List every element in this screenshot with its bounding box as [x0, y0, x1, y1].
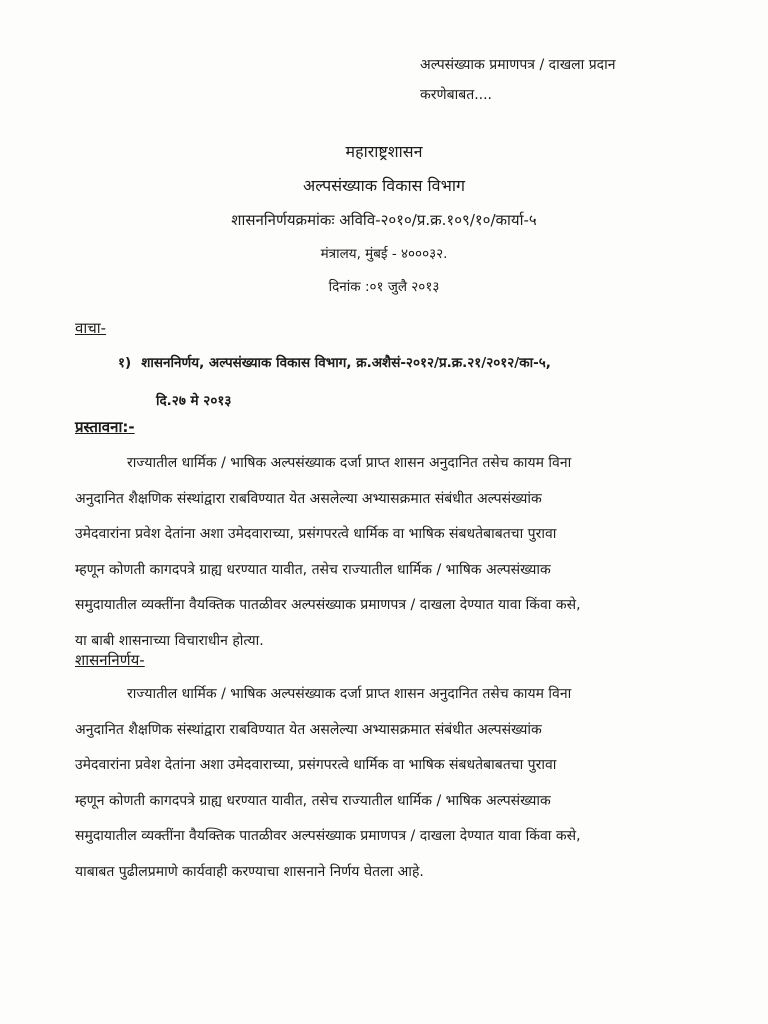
reference-line-1: शासननिर्णय, अल्पसंख्याक विकास विभाग, क्र.अशैसं-२०१२/प्र.क्र.२१/२०१२/का-५, [141, 355, 551, 371]
resolution-number: शासननिर्णयक्रमांकः अविवि-२०१०/प्र.क्र.१०९/१०/कार्या-५ [231, 211, 537, 229]
subject-line-2: करणेबाबत.... [420, 87, 492, 103]
reference-line-2: दि.२७ मे २०१३ [156, 393, 232, 409]
preamble-line: उमेदवारांना प्रवेश देतांना अशा उमेदवाराच्या, प्रसंगपरत्वे धार्मिक वा भाषिक संबधतेबाबतचा पुरावा [75, 526, 557, 542]
resolution-line: राज्यातील धार्मिक / भाषिक अल्पसंख्याक दर्जा प्राप्त शासन अनुदानित तसेच कायम विना [127, 686, 572, 702]
preamble-line: या बाबी शासनाच्या विचाराधीन होत्या. [75, 632, 264, 649]
preamble-line: अनुदानित शैक्षणिक संस्थांद्वारा राबविण्यात येत असलेल्या अभ्यासक्रमात संबंधीत अल्पसंख्यांक [75, 490, 542, 507]
preamble-line: राज्यातील धार्मिक / भाषिक अल्पसंख्याक दर्जा प्राप्त शासन अनुदानित तसेच कायम विना [127, 455, 572, 471]
place-line: मंत्रालय, मुंबई - ४०००३२. [320, 246, 448, 262]
subject-line-1: अल्पसंख्याक प्रमाणपत्र / दाखला प्रदान [420, 57, 616, 73]
resolution-heading: शासननिर्णय- [75, 651, 145, 669]
resolution-line: याबाबत पुढीलप्रमाणे कार्यवाही करण्याचा शासनाने निर्णय घेतला आहे. [75, 863, 424, 880]
preamble-line: म्हणून कोणती कागदपत्रे ग्राह्य धरण्यात यावीत, तसेच राज्यातील धार्मिक / भाषिक अल्पसंख्याक [75, 561, 551, 578]
reference-item [118, 344, 693, 420]
department-title: अल्पसंख्याक विकास विभाग [303, 176, 465, 195]
resolution-paragraph [75, 677, 711, 890]
reference-number: १) [118, 355, 132, 371]
date-line: दिनांक :०१ जुलै २०१३ [328, 279, 440, 295]
read-heading: वाचा- [75, 319, 107, 337]
preamble-paragraph [75, 446, 711, 659]
government-title: महाराष्ट्रशासन [345, 142, 423, 161]
resolution-line: समुदायातील व्यक्तींना वैयक्तिक पातळीवर अल्पसंख्याक प्रमाणपत्र / दाखला देण्यात यावा किंवा कसे, [75, 828, 581, 844]
resolution-line: उमेदवारांना प्रवेश देतांना अशा उमेदवाराच्या, प्रसंगपरत्वे धार्मिक वा भाषिक संबधतेबाबतचा पुरावा [75, 757, 557, 773]
resolution-line: अनुदानित शैक्षणिक संस्थांद्वारा राबविण्यात येत असलेल्या अभ्यासक्रमात संबंधीत अल्पसंख्यांक [75, 721, 542, 738]
preamble-heading: प्रस्तावना:- [75, 418, 135, 436]
subject-block [420, 50, 616, 110]
resolution-line: म्हणून कोणती कागदपत्रे ग्राह्य धरण्यात यावीत, तसेच राज्यातील धार्मिक / भाषिक अल्पसंख्याक [75, 792, 551, 809]
preamble-line: समुदायातील व्यक्तींना वैयक्तिक पातळीवर अल्पसंख्याक प्रमाणपत्र / दाखला देण्यात यावा किंवा कसे, [75, 597, 581, 613]
